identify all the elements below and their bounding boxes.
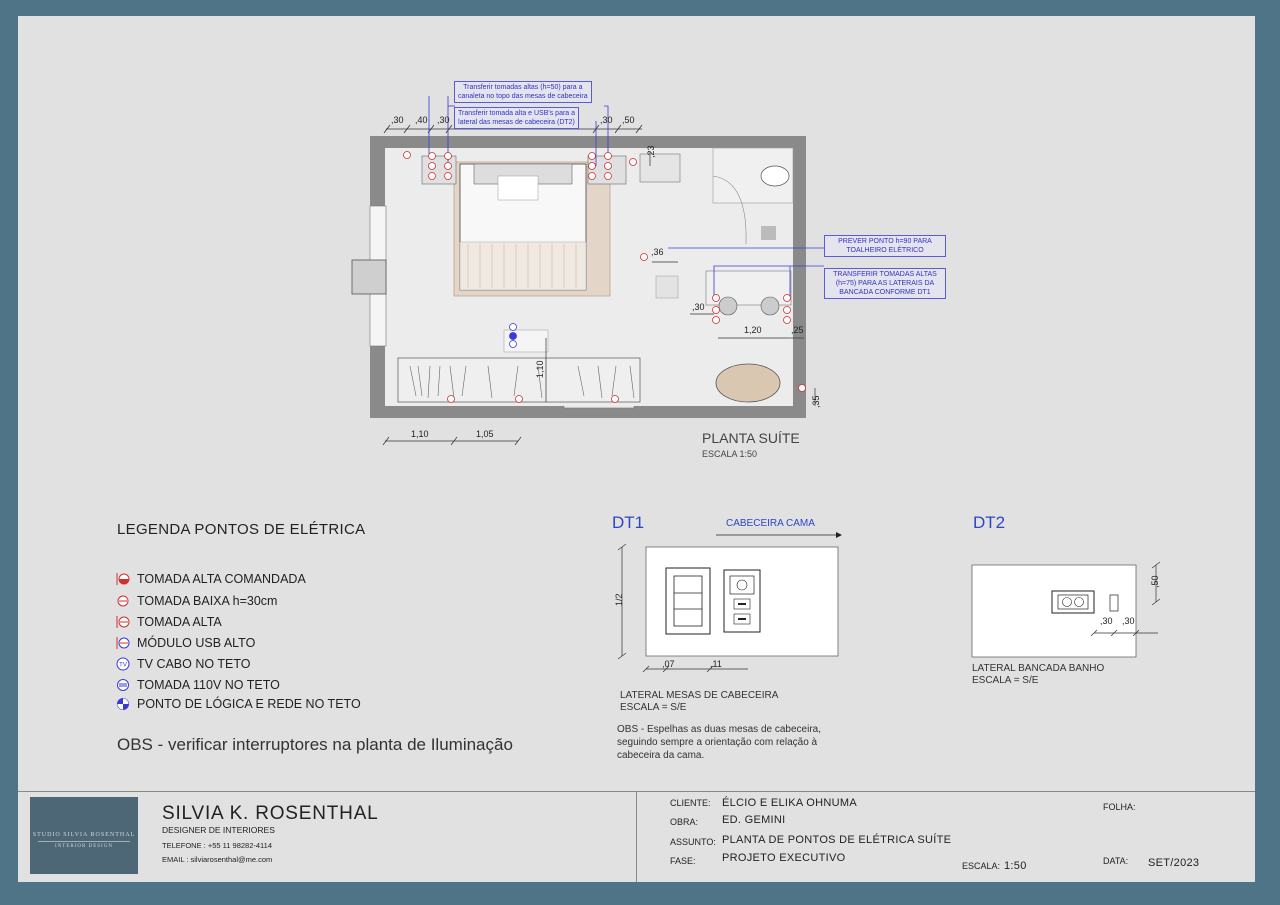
legend-item-modulo-usb (116, 636, 255, 650)
floor-plan (18, 16, 1255, 486)
legend-item-tv-cabo (116, 657, 250, 671)
tomada-alta-comandada-icon (116, 572, 130, 586)
legend-item-tomada-baixa (116, 594, 277, 608)
fase-value: PROJETO EXECUTIVO (722, 852, 846, 864)
data-value: SET/2023 (1148, 857, 1200, 869)
designer-name: SILVIA K. ROSENTHAL (162, 803, 379, 824)
drawing-sheet (18, 16, 1255, 882)
escala-label: ESCALA: (962, 861, 1001, 871)
dim-35: ,35 (811, 395, 821, 408)
note2-line1: Transferir tomada alta e USB's para a (458, 110, 576, 117)
legend-label: PONTO DE LÓGICA E REDE NO TETO (137, 697, 361, 711)
dim-bottom-1: 1,10 (411, 429, 429, 439)
tv-cabo-icon (116, 657, 130, 671)
note-toalheiro: PREVER PONTO h=90 PARA TOALHEIRO ELÉTRICO (824, 235, 946, 257)
dt1-dim-h2: ,11 (710, 659, 722, 669)
legend-label: TOMADA BAIXA h=30cm (137, 594, 278, 608)
ponto-logica-icon (116, 697, 130, 711)
cliente-value: ÉLCIO E ELIKA OHNUMA (722, 797, 857, 809)
legend-obs: OBS - verificar interruptores na planta de Iluminação (117, 735, 513, 754)
dt2-dim-vertical: ,50 (1150, 575, 1160, 588)
fase-label: FASE: (670, 856, 696, 866)
dt2-title: DT2 (973, 513, 1006, 532)
designer-role: DESIGNER DE INTERIORES (162, 825, 275, 835)
dt2-dim-h2: ,30 (1122, 616, 1135, 626)
studio-logo (30, 797, 138, 874)
designer-email: EMAIL : silviarosenthal@me.com (162, 855, 273, 864)
obra-label: OBRA: (670, 817, 699, 827)
logo-line2: INTERIOR DESIGN (55, 844, 113, 849)
dt1-dim-h1: ,07 (662, 659, 675, 669)
tomada-alta-icon (116, 615, 130, 629)
bathtub (716, 364, 780, 402)
designer-phone: TELEFONE : +55 11 98282-4114 (162, 841, 272, 850)
legend-label: TOMADA ALTA COMANDADA (137, 572, 306, 586)
modulo-usb-icon (116, 636, 130, 650)
legend-item-tomada-alta (116, 615, 222, 629)
dt1-arrow-label: CABECEIRA CAMA (726, 518, 815, 529)
plan-logic-points (510, 324, 517, 348)
tomada-baixa-icon (116, 594, 130, 608)
dt1-obs: OBS - Espelhas as duas mesas de cabeceira, seguindo sempre a orientação com relação à cabeceira da cama. (617, 724, 821, 761)
dim-top-4: ,30 (600, 115, 613, 125)
title-block-divider (636, 791, 637, 882)
assunto-label: ASSUNTO: (670, 837, 716, 847)
assunto-value: PLANTA DE PONTOS DE ELÉTRICA SUÍTE (722, 834, 952, 846)
dim-36: ,36 (651, 247, 664, 257)
svg-text:TV: TV (119, 662, 127, 669)
dt2-drawing (968, 551, 1178, 661)
obra-value: ED. GEMINI (722, 814, 786, 826)
dt2-scale: ESCALA = S/E (972, 675, 1039, 686)
dim-110-vertical: 1,10 (535, 360, 545, 378)
legend-item-tomada-110v (116, 678, 280, 692)
dim-bottom-2: 1,05 (476, 429, 494, 439)
cliente-label: CLIENTE: (670, 798, 711, 808)
legend-title: LEGENDA PONTOS DE ELÉTRICA (117, 521, 366, 538)
dt1-scale: ESCALA = S/E (620, 702, 687, 713)
dim-top-2: ,40 (415, 115, 428, 125)
logo-divider (38, 841, 130, 842)
dim-30: ,30 (692, 302, 705, 312)
dim-25: ,25 (791, 325, 804, 335)
nightstand-right (588, 156, 626, 184)
note-transferir-usb (454, 107, 579, 129)
dt1-drawing (608, 531, 848, 676)
dt1-caption: LATERAL MESAS DE CABECEIRA (620, 690, 779, 701)
legend-item-tomada-alta-comandada (116, 572, 306, 586)
dim-top-5: ,50 (622, 115, 635, 125)
tomada-110v-icon (116, 678, 130, 692)
legend-label: TOMADA ALTA (137, 615, 222, 629)
folha-label: FOLHA: (1103, 802, 1136, 812)
dim-top-3: ,30 (437, 115, 450, 125)
dim-23: ,23 (646, 145, 656, 158)
plan-title: PLANTA SUÍTE (702, 430, 800, 446)
logo-line1: STUDIO SILVIA ROSENTHAL (32, 832, 136, 838)
data-label: DATA: (1103, 856, 1129, 866)
note2-line2: lateral das mesas de cabeceira (DT2) (458, 119, 575, 126)
note1-line2: canaleta no topo das mesas de cabeceira (458, 93, 588, 100)
dt1-title: DT1 (612, 513, 645, 532)
note-bancada: TRANSFERIR TOMADAS ALTAS (h=75) PARA AS LATERAIS DA BANCADA CONFORME DT1 (824, 268, 946, 299)
escala-value: 1:50 (1004, 860, 1027, 872)
legend-item-ponto-logica (116, 697, 361, 711)
note1-line1: Transferir tomadas altas (h=50) para a (463, 84, 583, 91)
dt2-caption: LATERAL BANCADA BANHO (972, 663, 1105, 674)
plan-scale: ESCALA 1:50 (702, 449, 758, 459)
dim-120: 1,20 (744, 325, 762, 335)
legend-label: MÓDULO USB ALTO (137, 636, 256, 650)
toilet (761, 166, 789, 186)
legend-label: TV CABO NO TETO (137, 657, 251, 671)
dt2-dim-h1: ,30 (1100, 616, 1113, 626)
nightstand-left (422, 156, 456, 184)
dt1-dim-vertical: 1/2 (614, 593, 624, 606)
left-column (352, 260, 386, 294)
dim-top-1: ,30 (391, 115, 404, 125)
legend-label: TOMADA 110V NO TETO (137, 678, 280, 692)
note-transferir-tomadas-altas (454, 81, 592, 103)
